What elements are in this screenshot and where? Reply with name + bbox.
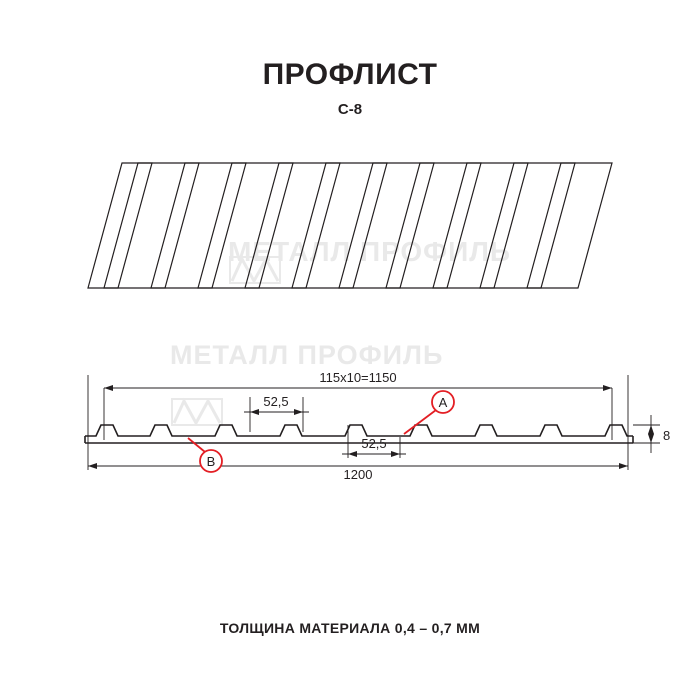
page-title: ПРОФЛИСТ [262,58,438,91]
dimension-total-width: 1200 [343,467,373,482]
dimension-rib-pitch-top: 52,5 [263,394,289,409]
dimension-height: 8 [663,428,671,443]
watermark-text: МЕТАЛЛ ПРОФИЛЬ [228,236,511,267]
dimension-lines [88,375,660,470]
material-thickness-note: ТОЛЩИНА МАТЕРИАЛА 0,4 – 0,7 ММ [219,620,481,636]
watermark-text: МЕТАЛЛ ПРОФИЛЬ [170,340,444,370]
perspective-sheet-view [88,163,612,288]
dimension-working-width: 115х10=1150 [319,370,397,385]
dimension-rib-pitch-bottom: 52,5 [361,436,387,451]
cross-section-profile [85,425,633,443]
callout-a-label: A [438,395,448,410]
product-model: С-8 [337,101,363,118]
callout-b-label: B [206,454,216,469]
